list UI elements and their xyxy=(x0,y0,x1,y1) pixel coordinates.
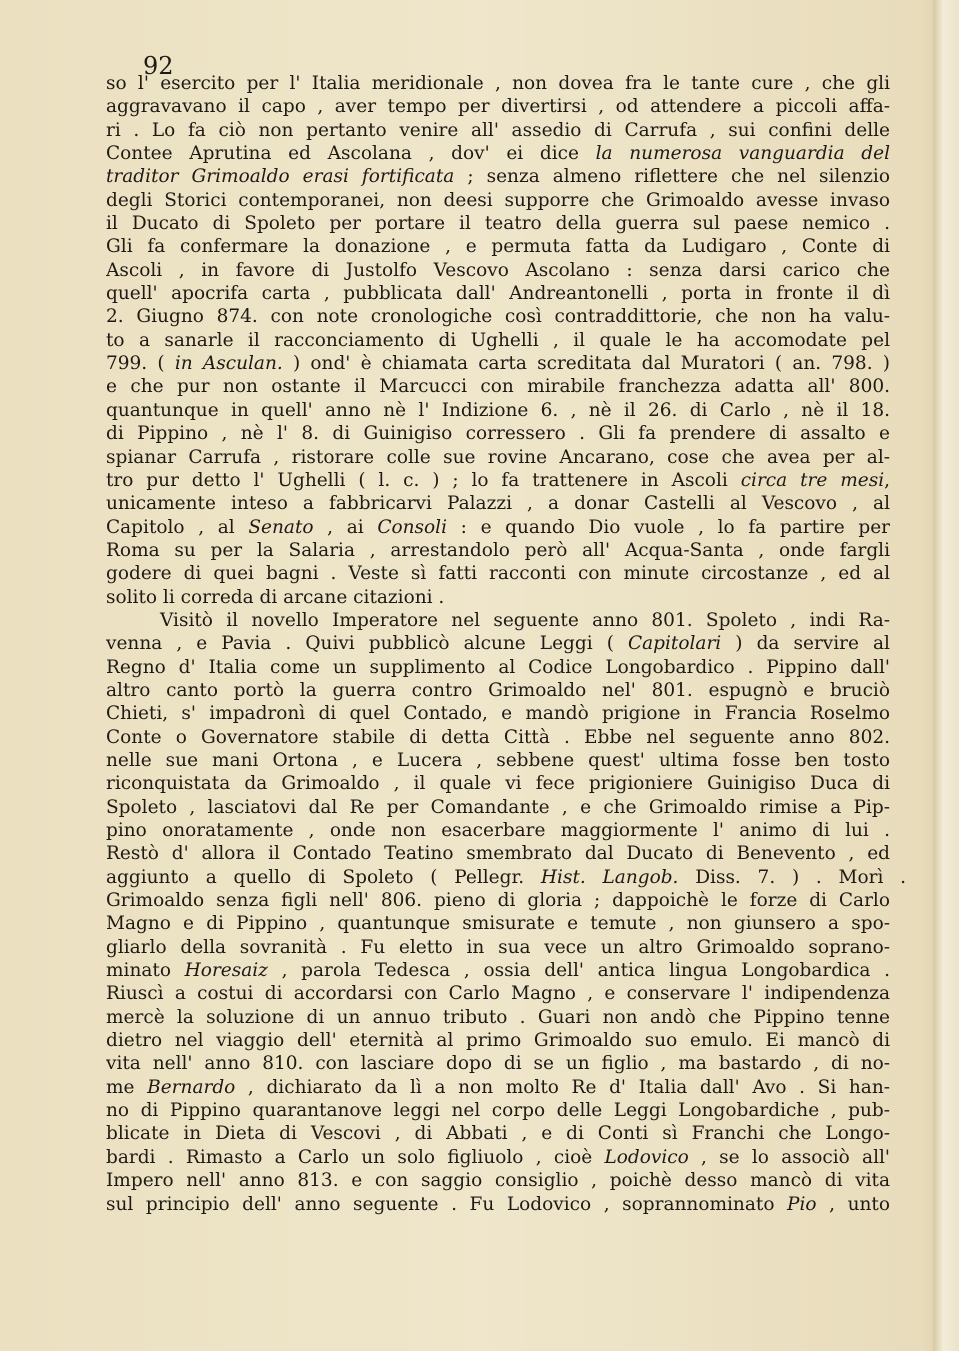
page-number: 92 xyxy=(143,52,174,80)
text-line xyxy=(106,1146,890,1169)
line-text: venna , e Pavia . Quivi pubblicò alcune Leggi ( xyxy=(106,633,628,655)
text-line xyxy=(106,1052,890,1075)
line-text: ; senza almeno riflettere che nel silenzio xyxy=(454,166,890,188)
text-line xyxy=(106,165,890,188)
line-text: : e quando Dio vuole , lo fa partire per xyxy=(447,516,890,538)
line-text: nelle sue mani Ortona , e Lucera , sebbene quest' ultima fosse ben tosto xyxy=(106,749,890,771)
line-text: , unto xyxy=(816,1193,890,1215)
line-text: quantunque in quell' anno nè l' Indizione 6. , nè il 26. di Carlo , nè il 18. xyxy=(106,399,890,421)
line-text: pino onoratamente , onde non esacerbare maggiormente l' animo di lui . xyxy=(106,820,890,841)
text-line xyxy=(106,329,890,352)
line-text: ) da servire al xyxy=(721,633,890,655)
line-text: dietro nel viaggio dell' eternità al primo Grimoaldo suo emulo. Ei mancò di xyxy=(106,1030,890,1052)
text-line xyxy=(106,656,890,679)
line-text: Visitò il novello Imperatore nel seguente anno 801. Spoleto , indi Ra- xyxy=(160,609,890,631)
text-line xyxy=(106,212,890,235)
line-text: , se lo associò all' xyxy=(688,1146,890,1168)
line-text: bardi . Rimasto a Carlo un solo figliuolo , cioè xyxy=(106,1146,605,1168)
text-line xyxy=(106,492,890,515)
italic-text: traditor Grimoaldo erasi fortificata xyxy=(106,166,455,188)
text-line xyxy=(106,305,890,328)
text-line xyxy=(106,912,890,935)
text-line xyxy=(106,1099,890,1122)
italic-text: Hist. Langob. xyxy=(540,866,679,888)
line-text: ) ond' è chiamata carta screditata dal Muratori ( an. 798. ) xyxy=(282,353,890,375)
line-text: di Pippino , nè l' 8. di Guinigiso corressero . Gli fa prendere di assalto e xyxy=(106,423,890,445)
text-line xyxy=(106,562,890,585)
line-text: aggravavano il capo , aver tempo per divertirsi , od attendere a piccoli affa- xyxy=(106,96,890,118)
text-line xyxy=(106,842,890,865)
text-line xyxy=(106,749,890,772)
line-text: godere di quei bagni . Veste sì fatti racconti con minute circostanze , ed al xyxy=(106,563,890,585)
text-line xyxy=(106,539,890,562)
line-text: blicate in Dieta di Vescovi , di Abbati , e di Conti sì Franchi che Longo- xyxy=(106,1123,890,1145)
text-line xyxy=(106,235,890,258)
text-line xyxy=(106,399,890,422)
text-line xyxy=(106,189,890,212)
line-text: no di Pippino quarantanove leggi nel corpo delle Leggi Longobardiche , pub- xyxy=(106,1100,890,1122)
line-text: me xyxy=(106,1076,148,1098)
text-line xyxy=(106,1006,890,1029)
text-line xyxy=(106,982,890,1005)
text-line xyxy=(106,889,890,912)
text-line xyxy=(106,516,890,539)
text-line xyxy=(106,586,890,609)
line-text: Magno e di Pippino , quantunque smisurate e temute , non giunsero a spo- xyxy=(106,913,890,935)
text-line xyxy=(106,422,890,445)
line-text: Roma su per la Salaria , arrestandolo però all' Acqua-Santa , onde fargli xyxy=(106,539,890,561)
italic-text: Bernardo xyxy=(147,1076,236,1098)
text-line xyxy=(106,352,890,375)
text-line xyxy=(106,446,890,469)
line-text: Capitolo , al xyxy=(106,516,249,538)
line-text: aggiunto a quello di Spoleto ( Pellegr. xyxy=(106,866,541,888)
text-line xyxy=(106,142,890,165)
italic-text: circa tre mesi xyxy=(740,469,885,491)
line-text: e che pur non ostante il Marcucci con mirabile franchezza adatta all' 800. xyxy=(106,376,890,398)
line-text: Impero nell' anno 813. e con saggio consiglio , poichè desso mancò di vita xyxy=(106,1170,890,1192)
line-text: , dichiarato da lì a non molto Re d' Italia dall' Avo . Si han- xyxy=(235,1076,890,1098)
line-text: 2. Giugno 874. con note cronologiche così contraddittorie, che non ha valu- xyxy=(106,306,890,328)
line-text: Riuscì a costui di accordarsi con Carlo Magno , e conservare l' indipendenza xyxy=(106,983,890,1005)
line-text: vita nell' anno 810. con lasciare dopo di se un figlio , ma bastardo , di no- xyxy=(106,1053,890,1075)
text-line xyxy=(106,726,890,749)
italic-text: Senato xyxy=(248,516,314,538)
text-line xyxy=(106,1122,890,1145)
text-line xyxy=(106,772,890,795)
line-text: Gli fa confermare la donazione , e permuta fatta da Ludigaro , Conte di xyxy=(106,236,890,258)
text-line xyxy=(106,632,890,655)
text-line xyxy=(106,1076,890,1099)
line-text: riconquistata da Grimoaldo , il quale vi fece prigioniere Guinigiso Duca di xyxy=(106,773,890,795)
line-text: sul principio dell' anno seguente . Fu Lodovico , soprannominato xyxy=(106,1193,788,1215)
text-line xyxy=(106,702,890,725)
text-line xyxy=(106,469,890,492)
text-line xyxy=(106,679,890,702)
line-text: spianar Carrufa , ristorare colle sue rovine Ancarano, cose che avea per al- xyxy=(106,446,890,468)
text-line xyxy=(106,796,890,819)
line-text: mercè la soluzione di un annuo tributo . Guari non andò che Pippino tenne xyxy=(106,1006,890,1028)
italic-text: Pio xyxy=(787,1193,817,1215)
line-text: altro canto portò la guerra contro Grimoaldo nel' 801. espugnò e bruciò xyxy=(106,679,890,701)
text-line xyxy=(106,1029,890,1052)
line-text: tro pur detto l' Ughelli ( l. c. ) ; lo fa trattenere in Ascoli xyxy=(106,469,741,491)
text-line xyxy=(106,959,890,982)
text-line xyxy=(106,1169,890,1192)
page-edge xyxy=(933,0,959,1351)
line-text: Regno d' Italia come un supplimento al Codice Longobardico . Pippino dall' xyxy=(106,656,890,678)
text-line xyxy=(106,282,890,305)
text-line xyxy=(106,72,890,95)
line-text: Conte o Governatore stabile di detta Città . Ebbe nel seguente anno 802. xyxy=(106,726,890,748)
line-text: Diss. 7. ) . Morì . xyxy=(678,866,906,888)
line-text: gliarlo della sovranità . Fu eletto in sua vece un altro Grimoaldo soprano- xyxy=(106,936,890,958)
line-text: Contee Aprutina ed Ascolana , dov' ei dice xyxy=(106,143,596,165)
text-line xyxy=(106,1193,890,1216)
text-line xyxy=(106,866,906,889)
line-text: 799. ( xyxy=(106,353,175,375)
line-text: so l' esercito per l' Italia meridionale , non dovea fra le tante cure , che gli xyxy=(106,73,890,94)
italic-text: Consoli xyxy=(377,516,448,538)
italic-text: in Asculan. xyxy=(174,353,283,375)
text-line xyxy=(106,119,890,142)
text-line xyxy=(106,375,890,398)
text-line xyxy=(106,95,890,118)
line-text: unicamente inteso a fabbricarvi Palazzi , a donar Castelli al Vescovo , al xyxy=(106,493,890,515)
page-text xyxy=(106,72,906,1216)
line-text: Restò d' allora il Contado Teatino smembrato dal Ducato di Benevento , ed xyxy=(106,843,890,865)
line-text: Ascoli , in favore di Justolfo Vescovo Ascolano : senza darsi carico che xyxy=(106,259,890,281)
line-text: Chieti, s' impadronì di quel Contado, e mandò prigione in Francia Roselmo xyxy=(106,703,890,725)
line-text: degli Storici contemporanei, non deesi supporre che Grimoaldo avesse invaso xyxy=(106,189,890,211)
line-text: , parola Tedesca , ossia dell' antica lingua Longobardica . xyxy=(267,960,890,982)
line-text: , xyxy=(884,469,890,491)
line-text: minato xyxy=(106,960,185,982)
text-line xyxy=(106,609,890,632)
line-text: quell' apocrifa carta , pubblicata dall' Andreantonelli , porta in fronte il dì xyxy=(106,283,890,305)
italic-text: la numerosa vanguardia del xyxy=(595,143,890,165)
italic-text: Lodovico xyxy=(604,1146,689,1168)
italic-text: Horesaiz xyxy=(184,960,268,982)
text-line xyxy=(106,936,890,959)
line-text: to a sanarle il racconciamento di Ughelli , il quale le ha accomodate pel xyxy=(106,329,890,351)
line-text: il Ducato di Spoleto per portare il teatro della guerra sul paese nemico . xyxy=(106,213,890,235)
italic-text: Capitolari xyxy=(627,633,722,655)
text-line xyxy=(106,819,890,842)
line-text: , ai xyxy=(313,516,378,538)
text-line xyxy=(106,259,890,282)
line-text: Grimoaldo senza figli nell' 806. pieno di gloria ; dappoichè le forze di Carlo xyxy=(106,890,890,912)
line-text: Spoleto , lasciatovi dal Re per Comandante , e che Grimoaldo rimise a Pip- xyxy=(106,796,890,818)
line-text: ri . Lo fa ciò non pertanto venire all' assedio di Carrufa , sui confini delle xyxy=(106,119,890,141)
line-text: solito li correda di arcane citazioni . xyxy=(106,586,445,608)
